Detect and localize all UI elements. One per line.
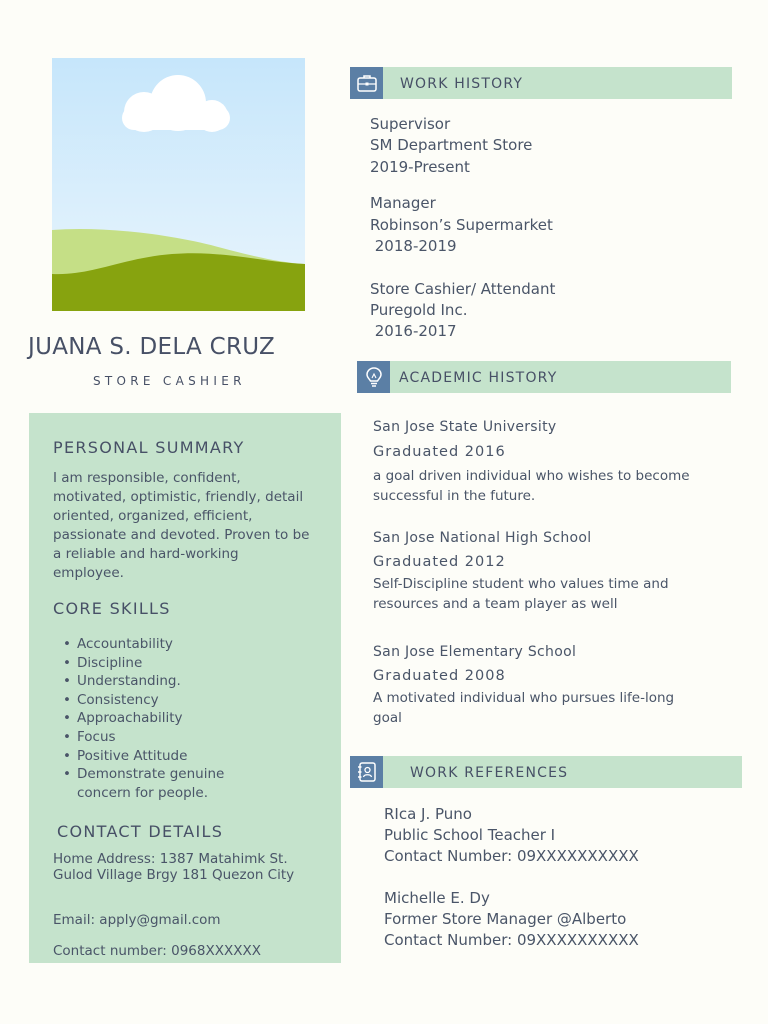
skill-item: • Accountability xyxy=(77,635,317,654)
home-address: Home Address: 1387 Matahimk St. Gulod Village Brgy 181 Quezon City xyxy=(53,851,295,883)
lightbulb-icon xyxy=(357,361,390,393)
job-entry-years: 2016-2017 xyxy=(370,322,457,340)
candidate-name: JUANA S. DELA CRUZ xyxy=(28,334,276,360)
core-skills-list xyxy=(77,635,317,802)
work-references-header xyxy=(350,756,742,788)
briefcase-icon xyxy=(350,67,383,99)
school-name: San Jose Elementary School xyxy=(373,644,577,660)
contact-book-icon xyxy=(350,756,383,788)
skill-item: • Understanding. xyxy=(77,672,317,691)
reference-name: RIca J. Puno xyxy=(384,805,472,823)
job-entry-company: Puregold Inc. xyxy=(370,301,468,319)
profile-photo xyxy=(52,58,305,311)
graduation-year: Graduated 2012 xyxy=(373,554,506,570)
job-entry-company: Robinson’s Supermarket xyxy=(370,216,553,234)
graduation-year: Graduated 2016 xyxy=(373,444,506,460)
school-description: a goal driven individual who wishes to become successful in the future. xyxy=(373,468,690,504)
graduation-year: Graduated 2008 xyxy=(373,668,506,684)
email-text: Email: apply@gmail.com xyxy=(53,912,221,928)
contact-details-heading: CONTACT DETAILS xyxy=(57,822,224,841)
skill-item: • Discipline xyxy=(77,654,317,673)
job-entry-title: Manager xyxy=(370,194,436,212)
skill-item: • Approachability xyxy=(77,709,317,728)
job-entry-years: 2018-2019 xyxy=(370,237,457,255)
job-entry-company: SM Department Store xyxy=(370,136,533,154)
landscape-placeholder-image xyxy=(52,58,305,311)
reference-name: Michelle E. Dy xyxy=(384,889,490,907)
school-description: A motivated individual who pursues life-long goal xyxy=(373,690,675,726)
work-history-header xyxy=(350,67,732,99)
job-title: STORE CASHIER xyxy=(93,374,246,388)
work-history-heading: WORK HISTORY xyxy=(400,76,524,92)
skill-item: • Consistency xyxy=(77,691,317,710)
job-entry-title: Supervisor xyxy=(370,115,451,133)
school-description: Self-Discipline student who values time and resources and a team player as well xyxy=(373,576,669,612)
personal-summary-text: I am responsible, confident, motivated, optimistic, friendly, detail oriented, organized, efficient, passionate and devoted. Proven to be a reliable and hard-working employee. xyxy=(53,470,310,581)
academic-history-header xyxy=(357,361,731,393)
skill-item: • Demonstrate genuine concern for people. xyxy=(77,765,247,802)
reference-position: Public School Teacher I xyxy=(384,826,556,844)
job-entry-title: Store Cashier/ Attendant xyxy=(370,280,556,298)
reference-contact: Contact Number: 09XXXXXXXXXX xyxy=(384,931,639,949)
skill-item: • Positive Attitude xyxy=(77,747,317,766)
core-skills-heading: CORE SKILLS xyxy=(53,599,171,618)
personal-summary-heading: PERSONAL SUMMARY xyxy=(53,438,245,457)
academic-history-heading: ACADEMIC HISTORY xyxy=(399,370,558,386)
reference-contact: Contact Number: 09XXXXXXXXXX xyxy=(384,847,639,865)
work-references-heading: WORK REFERENCES xyxy=(410,765,569,781)
contact-number: Contact number: 0968XXXXXX xyxy=(53,943,261,959)
left-panel xyxy=(29,413,341,963)
reference-position: Former Store Manager @Alberto xyxy=(384,910,627,928)
skill-item: • Focus xyxy=(77,728,317,747)
job-entry-years: 2019-Present xyxy=(370,158,470,176)
school-name: San Jose National High School xyxy=(373,530,592,546)
school-name: San Jose State University xyxy=(373,419,557,435)
